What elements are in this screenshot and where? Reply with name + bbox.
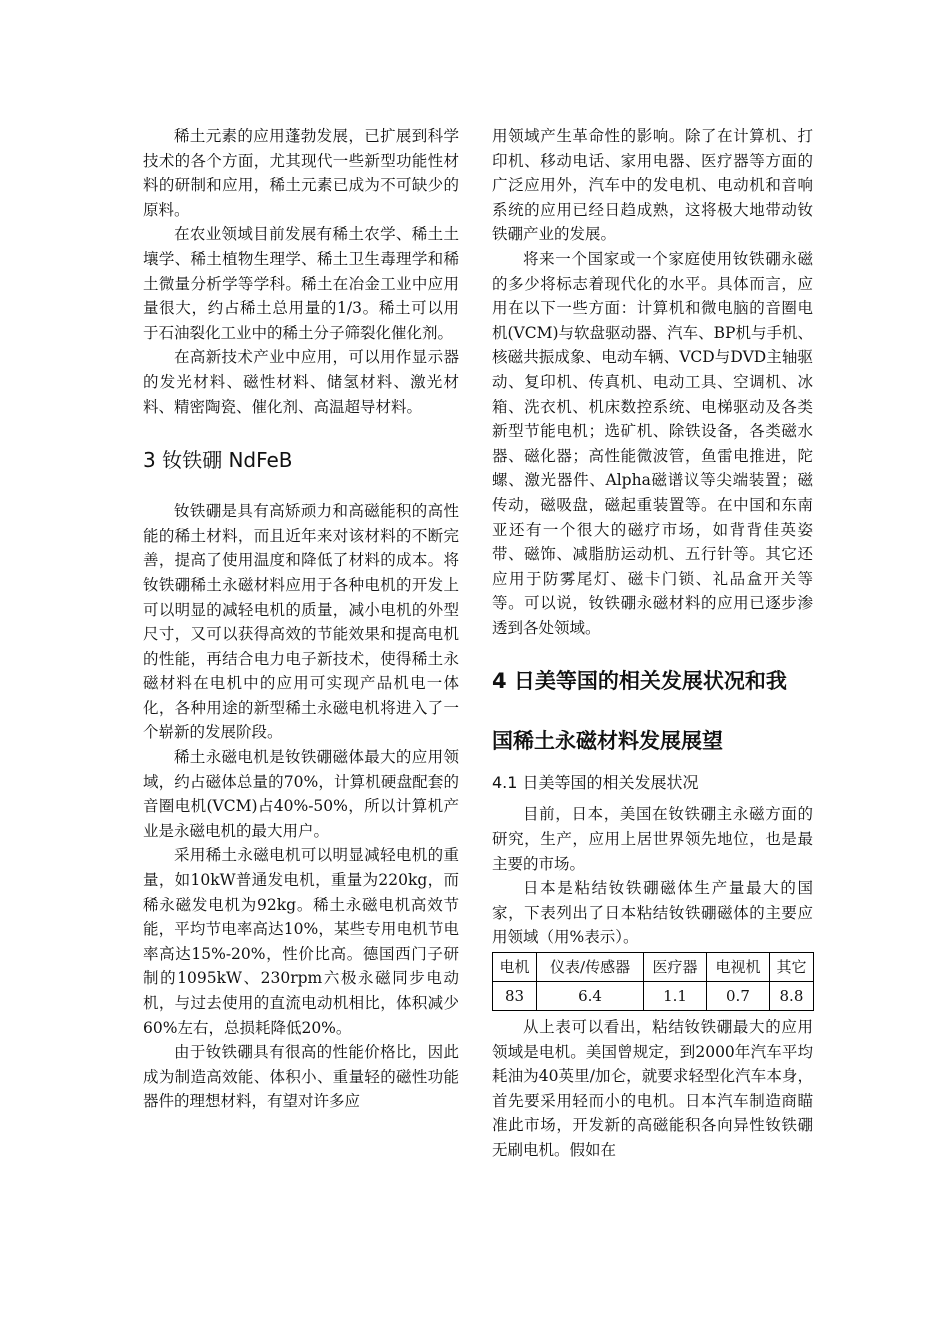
subsection-4-1-heading: 4.1 日美等国的相关发展状况 bbox=[492, 773, 699, 793]
paragraph: 由于钕铁硼具有很高的性能价格比，因此成为制造高效能、体积小、重量轻的磁性功能器件的理想材料，有望对许多应 bbox=[143, 1043, 459, 1111]
section-3-heading: 3 钕铁硼 NdFeB bbox=[143, 448, 293, 473]
paragraph: 日本是粘结钕铁硼磁体生产量最大的国家，下表列出了日本粘结钕铁硼磁体的主要应用领域（用%表示）。 bbox=[492, 879, 813, 947]
table-cell: 8.8 bbox=[769, 982, 813, 1011]
table-cell: 0.7 bbox=[706, 982, 769, 1011]
paragraph: 用领域产生革命性的影响。除了在计算机、打印机、移动电话、家用电器、医疗器等方面的广泛应用外，汽车中的发电机、电动机和音响系统的应用已经日趋成熟，这将极大地带动钕铁硼产业的发展。 bbox=[492, 127, 813, 244]
right-column bbox=[492, 124, 813, 1163]
paragraph: 在高新技术产业中应用，可以用作显示器的发光材料、磁性材料、储氢材料、激光材料、精密陶瓷、催化剂、高温超导材料。 bbox=[143, 348, 459, 416]
paragraph: 钕铁硼是具有高矫顽力和高磁能积的高性能的稀土材料，而且近年来对该材料的不断完善，提高了使用温度和降低了材料的成本。将钕铁硼稀土永磁材料应用于各种电机的开发上可以明显的减轻电机的质量，减小电机的外型尺寸，又可以获得高效的节能效果和提高电机的性能，再结合电力电子新技术，使得稀土永磁材料在电机中的应用可实现产品机电一体化，各种用途的新型稀土永磁电机将进入了一个崭新的发展阶段。 bbox=[143, 502, 459, 742]
table-header-cell: 电机 bbox=[493, 953, 537, 982]
paragraph: 采用稀土永磁电机可以明显减轻电机的重量，如10kW普通发电机，重量为220kg，而稀永磁发电机为92kg。稀土永磁电机高效节能，平均节电率高达10%，某些专用电机节电率高达15%-20%，性价比高。德国西门子研制的1095kW、230rpm六极永磁同步电动机，与过去使用的直流电动机相比，体积减少60%左右，总损耗降低20%。 bbox=[143, 846, 459, 1037]
table-header-cell: 医疗器 bbox=[644, 953, 707, 982]
table-cell: 1.1 bbox=[644, 982, 707, 1011]
paragraph: 目前，日本，美国在钕铁硼主永磁方面的研究，生产，应用上居世界领先地位，也是最主要的市场。 bbox=[492, 805, 813, 873]
left-column bbox=[143, 124, 459, 1114]
table-header-cell: 其它 bbox=[769, 953, 813, 982]
table-header-row bbox=[493, 953, 814, 982]
section-4-heading-line1: 4 日美等国的相关发展状况和我 bbox=[492, 669, 787, 694]
table-row bbox=[493, 982, 814, 1011]
paragraph: 稀土永磁电机是钕铁硼磁体最大的应用领域，约占磁体总量的70%，计算机硬盘配套的音圈电机(VCM)占40%-50%，所以计算机产业是永磁电机的最大用户。 bbox=[143, 748, 459, 840]
table-cell: 83 bbox=[493, 982, 537, 1011]
paragraph: 在农业领域目前发展有稀土农学、稀土土壤学、稀土植物生理学、稀土卫生毒理学和稀土微量分析学等学科。稀土在冶金工业中应用量很大，约占稀土总用量的1/3。稀土可以用于石油裂化工业中的稀土分子筛裂化催化剂。 bbox=[143, 225, 459, 342]
paragraph: 将来一个国家或一个家庭使用钕铁硼永磁的多少将标志着现代化的水平。具体而言，应用在以下一些方面：计算机和微电脑的音圈电机(VCM)与软盘驱动器、汽车、BP机与手机、核磁共振成象、电动车辆、VCD与DVD主轴驱动、复印机、传真机、电动工具、空调机、冰箱、洗衣机、机床数控系统、电梯驱动及各类新型节能电机；选矿机、除铁设备，各类磁水器、磁化器；高性能微波管，鱼雷电推进，陀螺、激光器件、Alpha磁谱议等尖端装置；磁传动，磁吸盘，磁起重装置等。在中国和东南亚还有一个很大的磁疗市场，如背背佳英姿带、磁饰、减脂肪运动机、五行针等。其它还应用于防雾尾灯、磁卡门锁、礼品盒开关等等。可以说，钕铁硼永磁材料的应用已逐步渗透到各处领域。 bbox=[492, 249, 813, 637]
application-share-table bbox=[492, 952, 814, 1011]
table-cell: 6.4 bbox=[537, 982, 644, 1011]
paragraph: 从上表可以看出，粘结钕铁硼最大的应用领域是电机。美国曾规定，到2000年汽车平均耗油为40英里/加仑，就要求轻型化汽车本身，首先要采用轻而小的电机。日本汽车制造商瞄准此市场，开发新的高磁能积各向异性钕铁硼无刷电机。假如在 bbox=[492, 1018, 813, 1159]
paragraph: 稀土元素的应用蓬勃发展，已扩展到科学技术的各个方面，尤其现代一些新型功能性材料的研制和应用，稀土元素已成为不可缺少的原料。 bbox=[143, 127, 459, 219]
section-4-heading-line2: 国稀土永磁材料发展展望 bbox=[492, 729, 723, 754]
table-header-cell: 仪表/传感器 bbox=[537, 953, 644, 982]
table-header-cell: 电视机 bbox=[706, 953, 769, 982]
